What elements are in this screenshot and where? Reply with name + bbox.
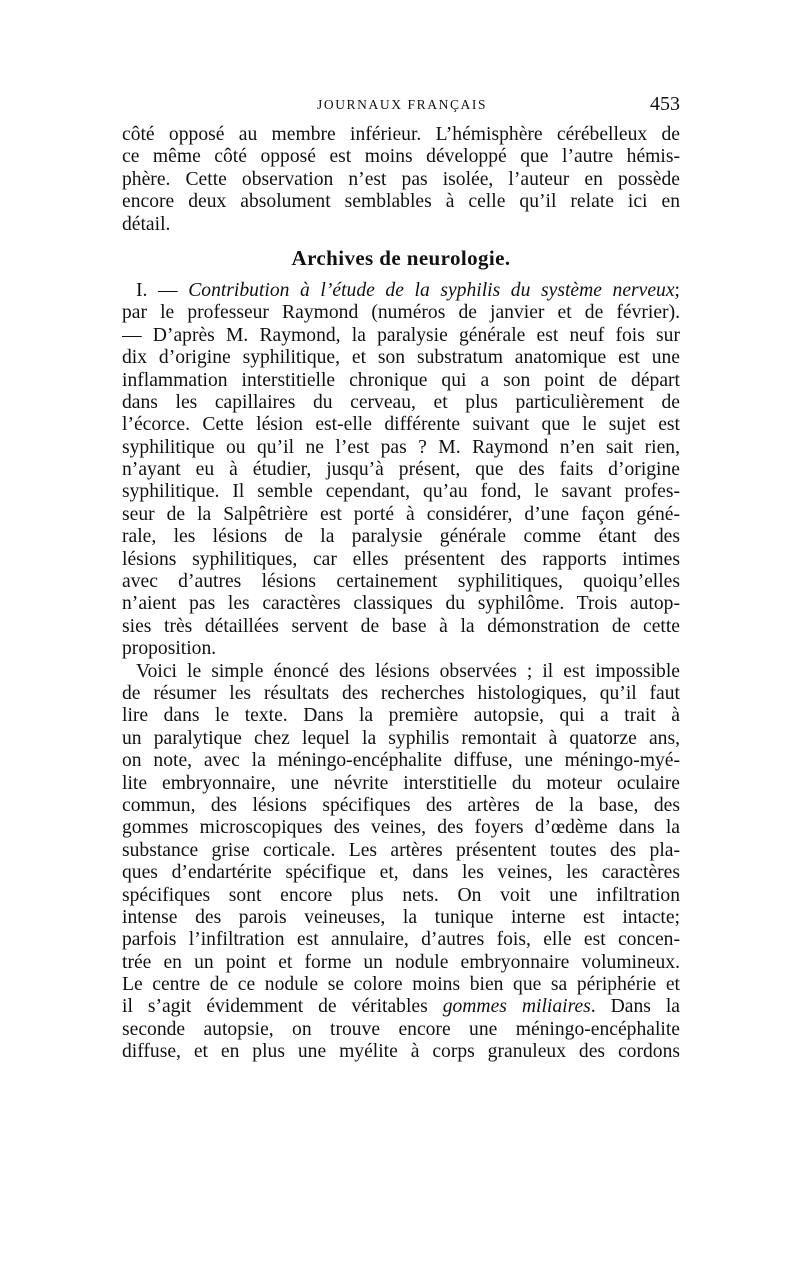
text-line: on note, avec la méningo-encéphalite diffuse, une méningo-myé- [122, 750, 680, 772]
article-paragraph [122, 280, 680, 661]
text-line: commun, des lésions spécifiques des artères de la base, des [122, 794, 680, 816]
text-line: côté opposé au membre inférieur. L’hémisphère cérébelleux de [122, 124, 680, 145]
section-heading: Archives de neurologie. [291, 245, 511, 270]
text-line: inflammation interstitielle chronique qui a son point de départ [122, 369, 680, 391]
text-line: gommes microscopiques des veines, des foyers d’œdème dans la [122, 817, 680, 839]
text-line: intense des parois veineuses, la tunique interne est intacte; [122, 906, 680, 928]
text-line: Voici le simple énoncé des lésions observées ; il est impossible [136, 660, 680, 682]
text-line: lite embryonnaire, une névrite interstitielle du moteur oculaire [122, 772, 680, 794]
page-header [122, 93, 680, 121]
text-line: parfois l’infiltration est annulaire, d’autres fois, elle est concen- [122, 929, 680, 951]
text-line: n’aient pas les caractères classiques du syphilôme. Trois autop- [122, 593, 680, 615]
text-line: syphilitique. Il semble cependant, qu’au fond, le savant profes- [122, 481, 680, 503]
text-line: — D’après M. Raymond, la paralysie générale est neuf fois sur [122, 324, 680, 346]
paragraph-continuation [122, 124, 680, 236]
text-line-miliaires [122, 996, 680, 1018]
text-line: syphilitique ou qu’il ne l’est pas ? M. Raymond n’en sait rien, [122, 436, 680, 458]
text-line: dans les capillaires du cerveau, et plus particulièrement de [122, 391, 680, 413]
text-line: par le professeur Raymond (numéros de janvier et de février). [122, 302, 680, 324]
article-number: I. — [136, 279, 189, 301]
text-line: détail. [122, 213, 171, 235]
text-line: substance grise corticale. Les artères présentent toutes des pla- [122, 839, 680, 861]
article-title: Contribution à l’étude de la syphilis du système nerveux [188, 279, 675, 301]
text-line: un paralytique chez lequel la syphilis remontait à quatorze ans, [122, 727, 680, 749]
miliaires-emphasis: gommes miliaires [442, 996, 591, 1018]
text-line: n’ayant eu à étudier, jusqu’à présent, que des faits d’origine [122, 459, 680, 481]
text-line: trée en un point et forme un nodule embryonnaire volumineux. [122, 951, 680, 973]
miliaires-before: il s’agit évidemment de véritables [122, 996, 443, 1018]
lesions-paragraph [122, 661, 680, 1064]
article-title-end: ; [674, 279, 680, 301]
text-line: encore deux absolument semblables à celle qu’il relate ici en [122, 191, 680, 213]
article-title-line [122, 280, 680, 302]
text-line: dix d’origine syphilitique, et son substratum anatomique est une [122, 347, 680, 369]
text-line: l’écorce. Cette lésion est-elle différente suivant que le sujet est [122, 414, 680, 436]
text-line: de résumer les résultats des recherches histologiques, qu’il faut [122, 682, 680, 704]
text-line: phère. Cette observation n’est pas isolée, l’auteur en possède [122, 168, 680, 190]
text-line: seur de la Salpêtrière est porté à considérer, d’une façon géné- [122, 503, 680, 525]
miliaires-after: . Dans la [590, 996, 680, 1018]
text-line: ce même côté opposé est moins développé que l’autre hémis- [122, 146, 680, 168]
text-line: seconde autopsie, on trouve encore une méningo-encéphalite [122, 1018, 680, 1040]
text-line: sies très détaillées servent de base à la démonstration de cette [122, 615, 680, 637]
text-line: proposition. [122, 638, 217, 660]
text-line: Le centre de ce nodule se colore moins bien que sa périphérie et [122, 974, 680, 996]
text-line: ques d’endartérite spécifique et, dans les veines, les caractères [122, 862, 680, 884]
page-number: 453 [650, 93, 680, 115]
text-line: lire dans le texte. Dans la première autopsie, qui a trait à [122, 705, 680, 727]
running-title: JOURNAUX FRANÇAIS [317, 97, 488, 112]
text-line: spécifiques sont encore plus nets. On voit une infiltration [122, 884, 680, 906]
text-line: diffuse, et en plus une myélite à corps granuleux des cordons [122, 1041, 680, 1063]
text-line: rale, les lésions de la paralysie générale comme étant des [122, 526, 680, 548]
text-line: avec d’autres lésions certainement syphilitiques, quoiqu’elles [122, 571, 680, 593]
body-text [122, 124, 680, 1064]
text-line: lésions syphilitiques, car elles présentent des rapports intimes [122, 548, 680, 570]
